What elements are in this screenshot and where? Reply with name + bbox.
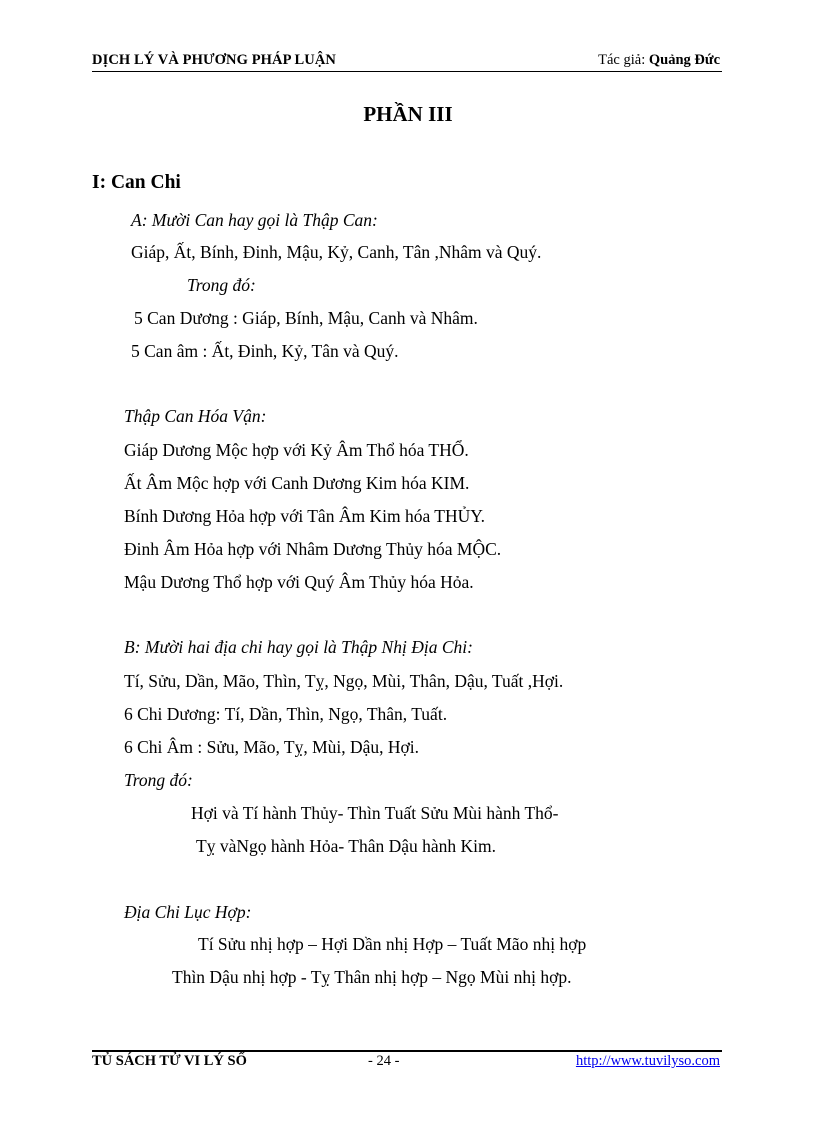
luc-hop-heading: Địa Chi Lục Hợp: [124,902,252,922]
chi-am: 6 Chi Âm : Sửu, Mão, Tỵ, Mùi, Dậu, Hợi. [124,737,420,757]
can-am: 5 Can âm : Ất, Đinh, Kỷ, Tân và Quý. [131,341,399,361]
hoa-van-heading: Thập Can Hóa Vận: [124,406,267,426]
header-book-title: DỊCH LÝ VÀ PHƯƠNG PHÁP LUẬN [92,52,336,68]
author-name: Quảng Đức [648,52,720,68]
luc-hop-line: Thìn Dậu nhị hợp - Tỵ Thân nhị hợp – Ngọ Mùi nhị hợp. [172,967,572,987]
header-author [598,52,720,69]
can-trong-do: Trong đó: [187,275,256,295]
part-title: PHẦN III [363,102,453,126]
hoa-van-line: Mậu Dương Thổ hợp với Quý Âm Thủy hóa Hỏa. [124,572,474,592]
header-rule [92,71,722,72]
author-label: Tác giả: [598,52,649,68]
chi-hanh-line: Hợi và Tí hành Thủy- Thìn Tuất Sửu Mùi hành Thổ- [191,803,559,823]
can-list: Giáp, Ất, Bính, Đinh, Mậu, Kỷ, Canh, Tân ,Nhâm và Quý. [131,242,542,262]
footer-website-link[interactable]: http://www.tuvilyso.com [575,1053,720,1069]
can-duong: 5 Can Dương : Giáp, Bính, Mậu, Canh và Nhâm. [134,308,478,328]
footer-rule [92,1050,722,1052]
hoa-van-line: Giáp Dương Mộc hợp với Kỷ Âm Thổ hóa THỔ. [124,440,469,460]
footer-series: TỦ SÁCH TỬ VI LÝ SỐ [92,1053,247,1069]
hoa-van-line: Đinh Âm Hỏa hợp với Nhâm Dương Thủy hóa MỘC. [124,539,502,559]
chi-list: Tí, Sửu, Dần, Mão, Thìn, Tỵ, Ngọ, Mùi, Thân, Dậu, Tuất ,Hợi. [124,671,564,691]
luc-hop-line: Tí Sửu nhị hợp – Hợi Dần nhị Hợp – Tuất Mão nhị hợp [198,934,587,954]
hoa-van-line: Bính Dương Hỏa hợp với Tân Âm Kim hóa THỦY. [124,506,485,526]
section-heading: I: Can Chi [92,172,181,193]
can-heading: A: Mười Can hay gọi là Thập Can: [131,210,378,230]
chi-trong-do: Trong đó: [124,770,193,790]
chi-hanh-line: Tỵ vàNgọ hành Hỏa- Thân Dậu hành Kim. [196,836,497,856]
chi-heading: B: Mười hai địa chi hay gọi là Thập Nhị Địa Chi: [124,637,473,657]
chi-duong: 6 Chi Dương: Tí, Dần, Thìn, Ngọ, Thân, Tuất. [124,704,448,724]
footer-page-number: - 24 - [368,1053,400,1069]
hoa-van-line: Ất Âm Mộc hợp với Canh Dương Kim hóa KIM. [124,473,470,493]
